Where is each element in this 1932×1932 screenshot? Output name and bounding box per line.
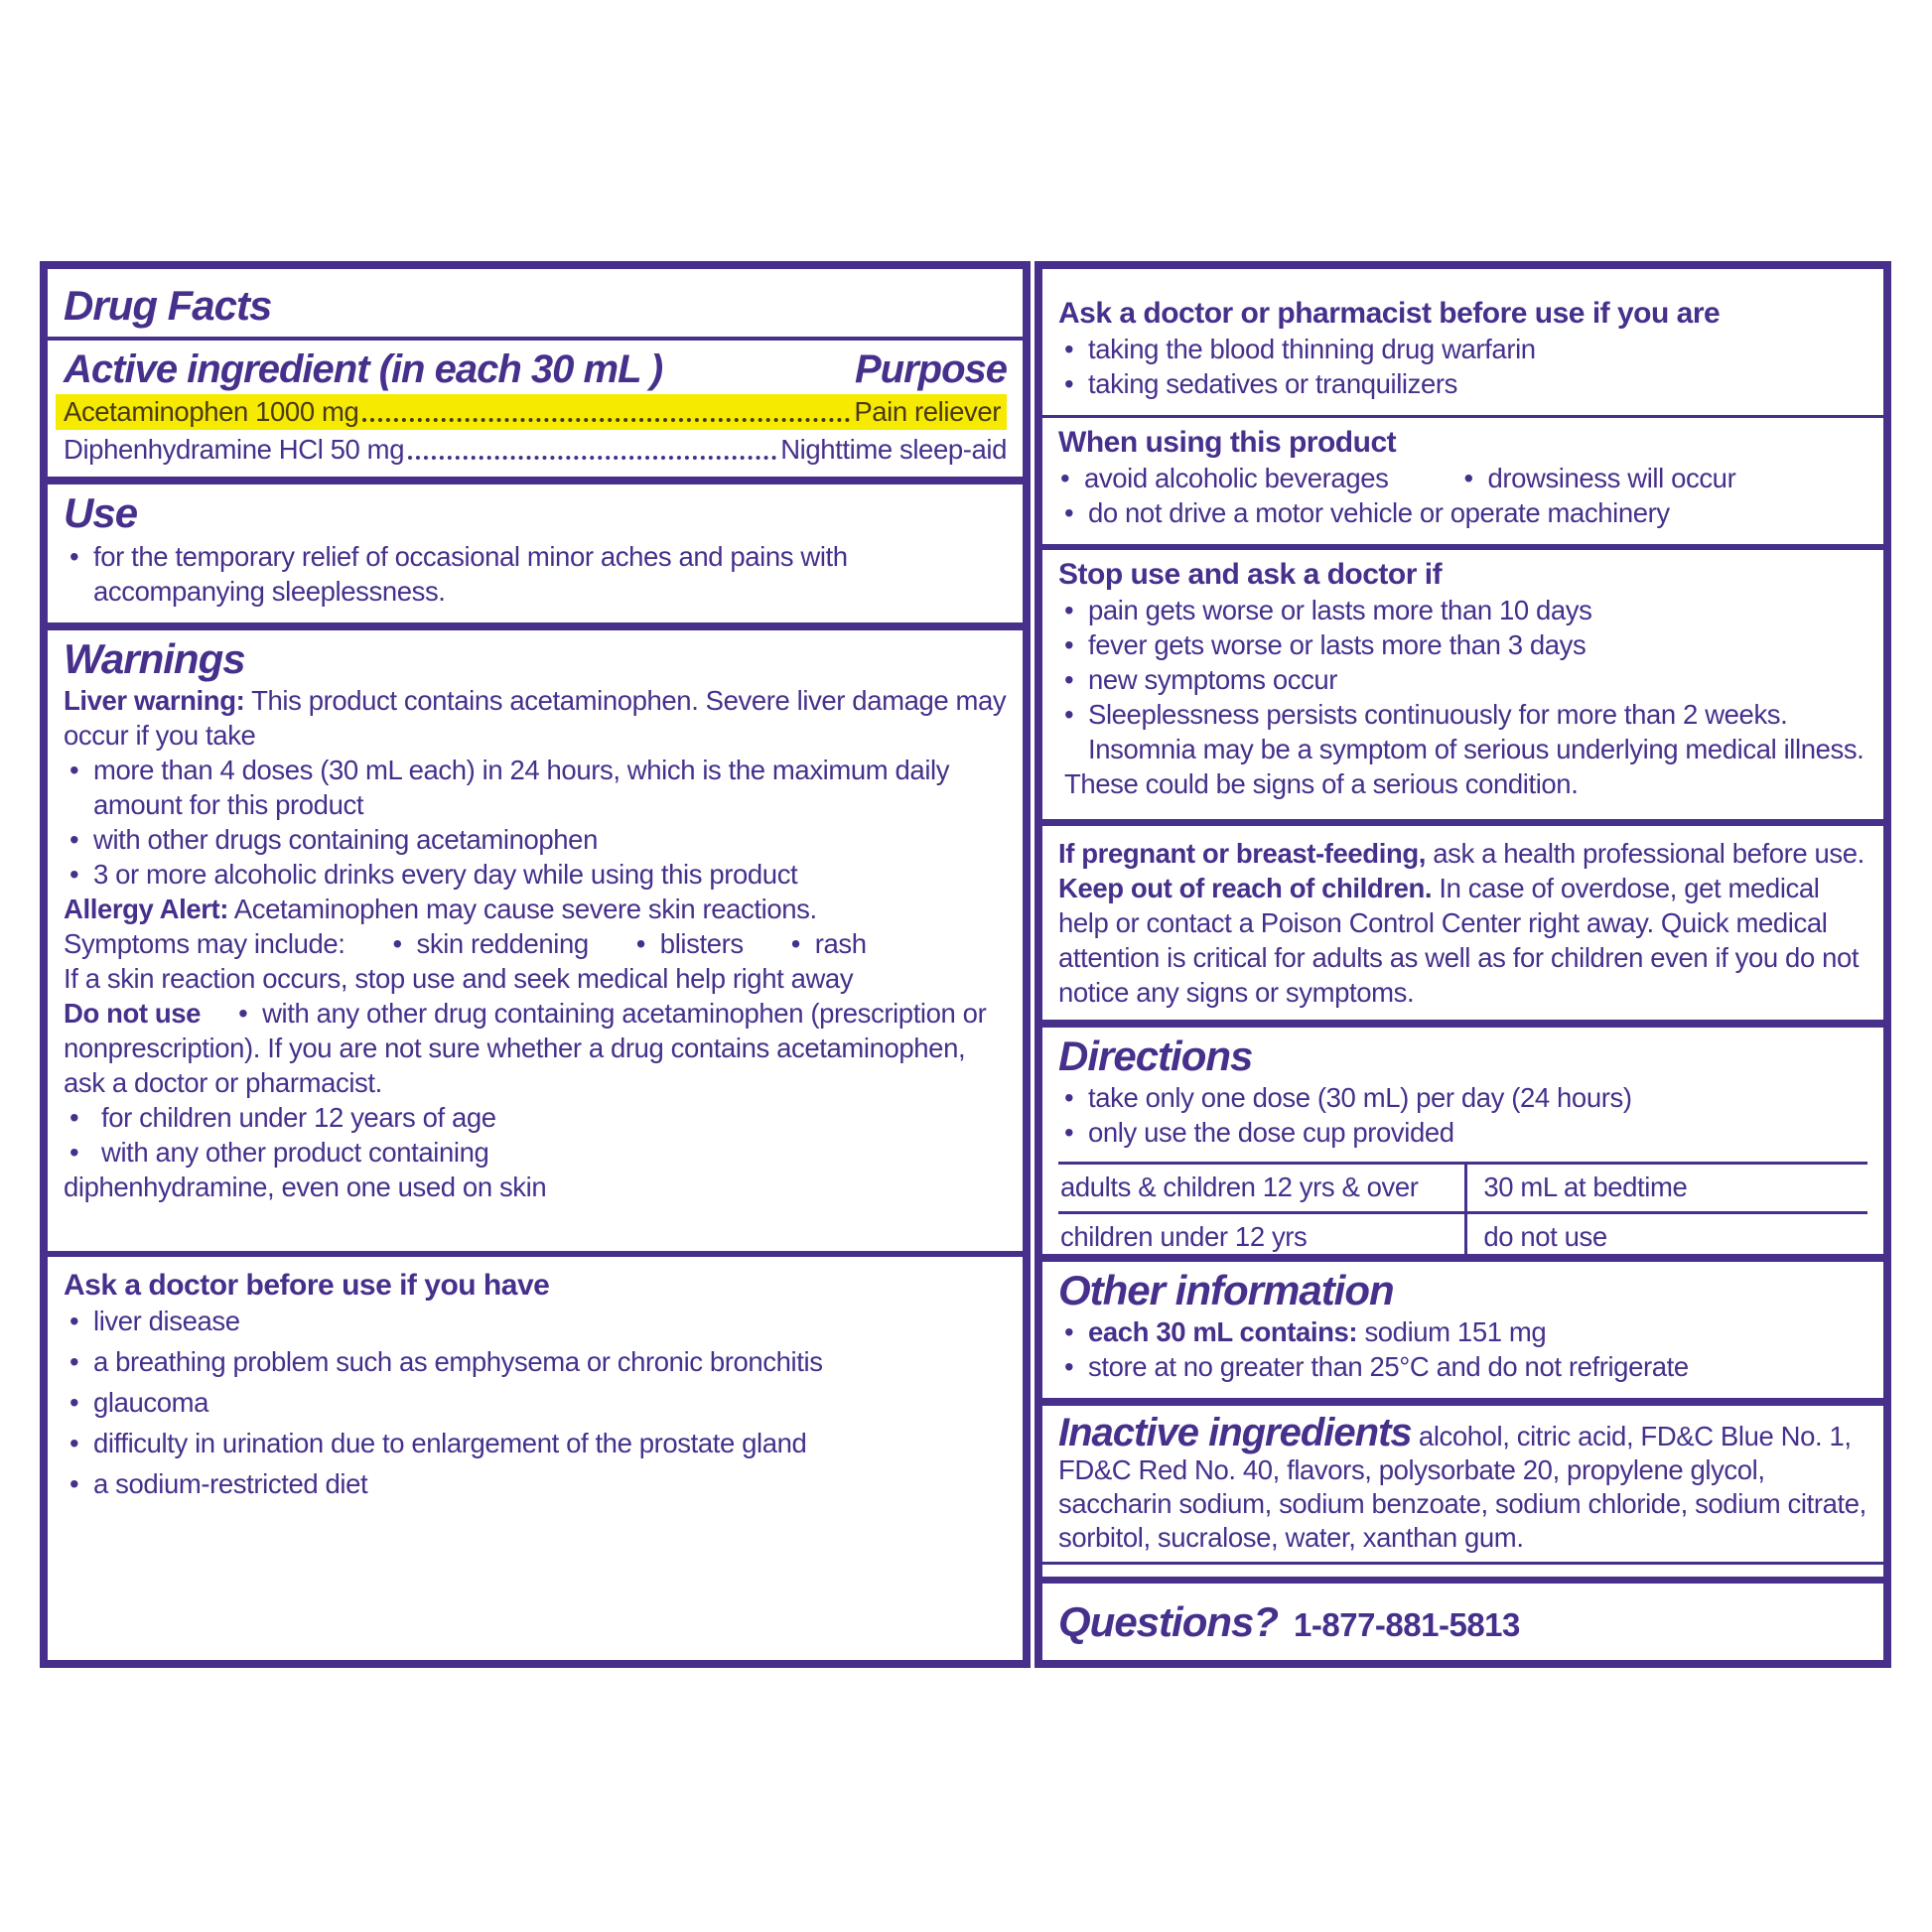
purpose-heading: Purpose <box>854 347 1007 391</box>
liver-warning-text: This product contains acetaminophen. Severe liver damage may occur if you take <box>64 685 1007 752</box>
active-ingredient-heading: Active ingredient (in each 30 mL ) <box>64 347 663 391</box>
allergy-alert-label: Allergy Alert: <box>64 894 229 925</box>
age-group-cell: adults & children 12 yrs & over <box>1058 1165 1467 1211</box>
section-use <box>48 477 1023 622</box>
dosing-table <box>1058 1162 1867 1261</box>
section-inactive-ingredients <box>1042 1398 1883 1562</box>
dose-cell: do not use <box>1483 1221 1607 1253</box>
liver-bullet: • with other drugs containing acetaminophen <box>64 822 1007 857</box>
allergy-alert-text: Acetaminophen may cause severe skin reactions. <box>233 894 817 925</box>
inactive-ingredients-paragraph <box>1058 1411 1867 1555</box>
section-pregnant <box>1042 819 1883 1020</box>
dose-cell: 30 mL at bedtime <box>1483 1172 1688 1203</box>
thick-divider-bar <box>1042 1577 1883 1584</box>
stop-use-bullet: • pain gets worse or lasts more than 10 days <box>1058 593 1867 627</box>
ask-doctor-bullet: • glaucoma <box>64 1385 1007 1420</box>
section-ask-doctor <box>48 1251 1023 1660</box>
allergy-alert <box>64 892 1007 926</box>
when-using-bullet: • drowsiness will occur <box>1461 461 1735 495</box>
questions-heading: Questions? <box>1058 1598 1279 1645</box>
page-title: Drug Facts <box>64 282 272 329</box>
symptom-item: • rash <box>789 926 867 961</box>
drug-facts-panel <box>40 261 1891 1668</box>
directions-bullet: • take only one dose (30 mL) per day (24 hours) <box>1058 1080 1867 1115</box>
ask-doctor-bullet: • difficulty in urination due to enlargement of the prostate gland <box>64 1426 1007 1460</box>
liver-warning <box>64 683 1007 753</box>
left-column <box>40 261 1031 1668</box>
table-row <box>1058 1165 1867 1214</box>
section-when-using <box>1042 415 1883 544</box>
section-other-information <box>1042 1254 1883 1398</box>
other-information-heading: Other information <box>1058 1267 1394 1313</box>
section-title <box>48 269 1023 337</box>
pregnant-text: ask a health professional before use. <box>1433 838 1864 869</box>
active-ingredient-header <box>64 348 1007 391</box>
when-using-bullet: • avoid alcoholic beverages <box>1058 461 1388 495</box>
section-active-ingredient <box>48 337 1023 477</box>
overdose-text: In case of overdose, get medical help or contact a Poison Control Center right away. Quick medical attention is critical for adults as well as for children even if you do not notice any signs or symptoms. <box>1058 873 1860 1008</box>
questions-row <box>1058 1599 1867 1644</box>
do-not-use <box>64 996 1007 1100</box>
section-stop-use <box>1042 544 1883 819</box>
ingredient-purpose: Pain reliever <box>854 396 1001 428</box>
right-column <box>1035 261 1891 1668</box>
section-questions <box>1042 1562 1883 1660</box>
ask-pharmacist-heading: Ask a doctor or pharmacist before use if you are <box>1058 297 1721 330</box>
ingredient-name: Diphenhydramine HCl 50 mg <box>64 434 405 466</box>
age-group-cell: children under 12 yrs <box>1058 1214 1467 1261</box>
ask-pharmacist-bullet: • taking sedatives or tranquilizers <box>1058 366 1867 401</box>
sodium-bullet <box>1058 1314 1867 1349</box>
use-heading: Use <box>64 489 138 536</box>
symptoms-row <box>64 926 1007 961</box>
stop-use-bullet: • fever gets worse or lasts more than 3 days <box>1058 627 1867 662</box>
sodium-label: each 30 mL contains: <box>1088 1316 1358 1348</box>
keep-out-of-reach-bold: Keep out of reach of children. <box>1058 873 1433 903</box>
liver-bullet: • more than 4 doses (30 mL each) in 24 hours, which is the maximum daily amount for this product <box>64 753 1007 822</box>
ask-pharmacist-bullet: • taking the blood thinning drug warfarin <box>1058 332 1867 366</box>
do-not-use-text: • with any other drug containing acetaminophen (prescription or nonprescription). If you are not sure whether a drug contains acetaminophen, ask a doctor or pharmacist. <box>64 998 986 1098</box>
section-directions <box>1042 1020 1883 1254</box>
directions-heading: Directions <box>1058 1033 1253 1079</box>
stop-use-heading: Stop use and ask a doctor if <box>1058 558 1443 591</box>
stop-use-bullet: • new symptoms occur <box>1058 662 1867 697</box>
pregnant-paragraph <box>1058 836 1867 1010</box>
stop-use-note: These could be signs of a serious condition. <box>1064 768 1579 799</box>
ask-doctor-bullet: • a sodium-restricted diet <box>64 1466 1007 1501</box>
sodium-value: sodium 151 mg <box>1364 1316 1547 1348</box>
ask-doctor-heading: Ask a doctor before use if you have <box>64 1269 550 1302</box>
symptom-item: • blisters <box>634 926 744 961</box>
liver-bullet: • 3 or more alcoholic drinks every day while using this product <box>64 857 1007 892</box>
ingredient-purpose: Nighttime sleep-aid <box>780 434 1007 466</box>
inactive-ingredients-heading: Inactive ingredients <box>1058 1411 1412 1454</box>
ingredient-name: Acetaminophen 1000 mg <box>64 396 359 428</box>
do-not-use-bullet: • with any other product containing <box>64 1135 1007 1170</box>
skin-reaction-line: If a skin reaction occurs, stop use and seek medical help right away <box>64 963 854 995</box>
storage-bullet: • store at no greater than 25°C and do not refrigerate <box>1058 1349 1867 1384</box>
when-using-bullet: • do not drive a motor vehicle or operate machinery <box>1058 495 1867 530</box>
do-not-use-label: Do not use <box>64 998 202 1030</box>
symptom-item: • skin reddening <box>391 926 589 961</box>
section-warnings <box>48 622 1023 1251</box>
warnings-heading: Warnings <box>64 635 245 682</box>
use-bullet: • for the temporary relief of occasional minor aches and pains with accompanying sleeplessness. <box>64 539 1007 609</box>
ingredient-row-acetaminophen <box>56 394 1007 430</box>
pregnant-bold: If pregnant or breast-feeding, <box>1058 838 1426 869</box>
stop-use-bullet: • Sleeplessness persists continuously for more than 2 weeks. Insomnia may be a symptom of serious underlying medical illness. <box>1058 697 1867 766</box>
dotted-leader <box>362 418 850 422</box>
questions-phone-number: 1-877-881-5813 <box>1294 1606 1520 1643</box>
do-not-use-bullet: • for children under 12 years of age <box>64 1100 1007 1135</box>
ask-doctor-bullet: • a breathing problem such as emphysema or chronic bronchitis <box>64 1344 1007 1379</box>
when-using-heading: When using this product <box>1058 426 1397 459</box>
dotted-leader <box>408 456 776 460</box>
directions-bullet: • only use the dose cup provided <box>1058 1115 1867 1150</box>
when-using-inline-bullets <box>1058 461 1867 495</box>
symptoms-label: Symptoms may include: <box>64 928 345 960</box>
section-ask-pharmacist <box>1042 269 1883 415</box>
do-not-use-continuation: diphenhydramine, even one used on skin <box>64 1172 547 1203</box>
liver-warning-label: Liver warning: <box>64 685 245 717</box>
ask-doctor-bullet: • liver disease <box>64 1304 1007 1338</box>
ingredient-row-diphenhydramine <box>64 433 1007 467</box>
inactive-ingredients-text: alcohol, citric acid, FD&C Blue No. 1, FD&C Red No. 40, flavors, polysorbate 20, propylene glycol, saccharin sodium, sodium benzoate, sodium chloride, sodium citrate, sorbitol, sucralose, water, xanthan gum. <box>1058 1421 1866 1553</box>
